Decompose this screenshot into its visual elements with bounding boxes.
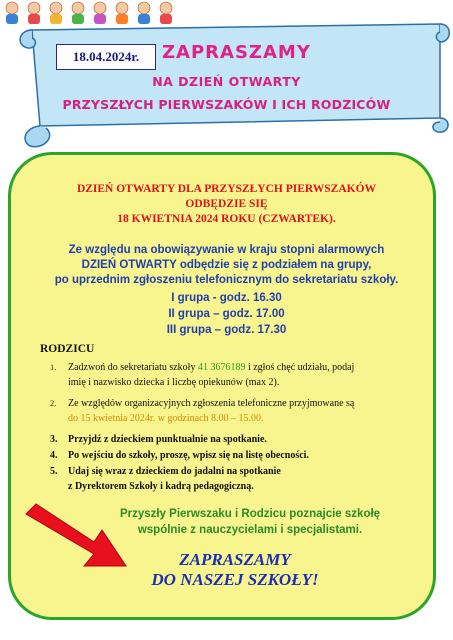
list-number: 5. <box>50 466 58 477</box>
item-5-text: Udaj się wraz z dzieckiem do jadalni na spotkanie <box>68 466 281 477</box>
item-1-text-c: imię i nazwisko dziecka i liczbę opiekunów (max 2). <box>68 377 280 388</box>
item-4-text: Po wejściu do szkoły, proszę, wpisz się na listę obecności. <box>68 450 309 461</box>
group-3: III grupa – godz. 17.30 <box>166 324 287 336</box>
closing-line-1: Przyszły Pierwszaku i Rodzicu poznajcie szkołę <box>119 508 381 520</box>
red-arrow-icon <box>22 500 132 572</box>
headline-line-1: DZIEŃ OTWARTY DLA PRZYSZŁYCH PIERWSZAKÓW <box>76 183 377 195</box>
phone-number: 41 3676189 <box>197 362 246 373</box>
list-item <box>50 464 430 494</box>
kids-row-illustration <box>0 0 185 26</box>
item-1-text-a: Zadzwoń do sekretariatu szkoły <box>68 362 198 373</box>
banner-subtitle-1: NA DZIEŃ OTWARTY <box>152 74 301 89</box>
list-item <box>50 448 430 463</box>
banner-title: ZAPRASZAMY <box>162 42 311 63</box>
headline-line-2: ODBĘDZIE SIĘ <box>185 198 268 210</box>
banner-subtitle-2: PRZYSZŁYCH PIERWSZAKÓW I ICH RODZICÓW <box>62 97 391 112</box>
list-item <box>50 432 430 447</box>
notice-line-2: DZIEŃ OTWARTY odbędzie się z podziałem na grupy, <box>81 259 372 271</box>
group-1: I grupa - godz. 16.30 <box>171 292 282 304</box>
final-invite-1: ZAPRASZAMY <box>179 550 291 569</box>
parents-heading: RODZICU <box>40 343 95 355</box>
closing-line-2: wspólnie z nauczycielami i specjalistami. <box>137 524 363 536</box>
group-2: II grupa – godz. 17.00 <box>168 308 285 320</box>
scroll-banner <box>0 0 453 150</box>
final-invite-2: DO NASZEJ SZKOŁY! <box>151 570 319 589</box>
deadline-text: do 15 kwietnia 2024r. w godzinach 8.00 – 15.00. <box>68 413 264 424</box>
notice-line-1: Ze względu na obowiązywanie w kraju stopni alarmowych <box>68 244 385 256</box>
date-box: 18.04.2024r. <box>56 44 156 70</box>
headline-line-3: 18 KWIETNIA 2024 ROKU (CZWARTEK). <box>117 213 336 225</box>
list-number: 4. <box>50 450 58 461</box>
item-2-text: Ze względów organizacyjnych zgłoszenia telefoniczne przyjmowane są <box>68 398 355 409</box>
item-3-text: Przyjdź z dzieckiem punktualnie na spotkanie. <box>68 434 267 445</box>
list-number: 1. <box>50 362 57 372</box>
notice-line-3: po uprzednim zgłoszeniu telefonicznym do sekretariatu szkoły. <box>54 274 399 286</box>
list-number: 3. <box>50 434 58 445</box>
list-number: 2. <box>50 398 57 408</box>
item-1-text-b: i zgłoś chęć udziału, podaj <box>245 362 355 373</box>
item-5-text-2: z Dyrektorem Szkoły i kadrą pedagogiczną. <box>68 481 254 492</box>
list-item <box>50 396 430 426</box>
list-item <box>50 360 430 390</box>
